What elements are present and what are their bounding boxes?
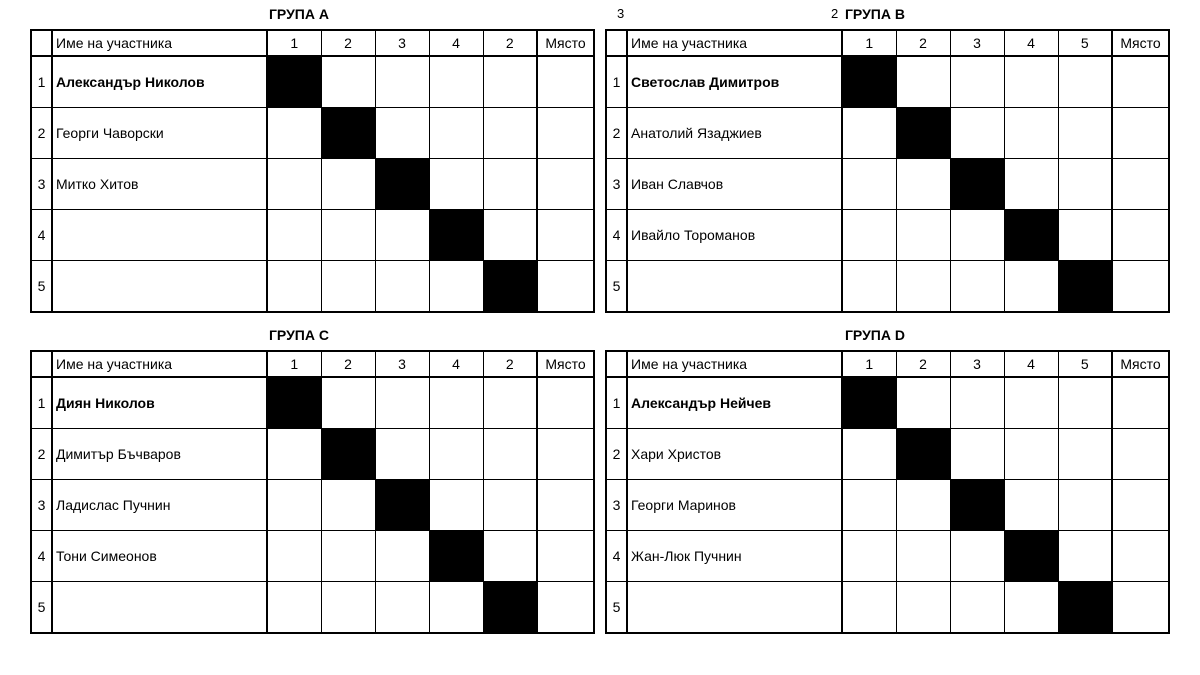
- player-number: 5: [606, 261, 627, 313]
- place-cell[interactable]: [1112, 261, 1169, 313]
- place-cell[interactable]: [1112, 56, 1169, 108]
- place-cell[interactable]: [1112, 159, 1169, 210]
- player-row: [31, 377, 594, 429]
- player-row: [31, 429, 594, 480]
- score-cell[interactable]: [950, 108, 1004, 159]
- header-opponent-4: 4: [429, 351, 483, 377]
- player-number: 3: [606, 159, 627, 210]
- score-cell[interactable]: [896, 480, 950, 531]
- self-match-cell: [896, 108, 950, 159]
- group-title: ГРУПА B: [845, 6, 905, 22]
- place-cell[interactable]: [537, 108, 594, 159]
- place-cell[interactable]: [1112, 429, 1169, 480]
- header-opponent-3: 3: [375, 30, 429, 56]
- standings-table: [30, 350, 595, 634]
- score-cell[interactable]: [1058, 480, 1112, 531]
- self-match-cell: [267, 56, 321, 108]
- score-cell[interactable]: [1058, 159, 1112, 210]
- player-name[interactable]: Митко Хитов: [52, 159, 267, 210]
- place-cell[interactable]: [537, 261, 594, 313]
- player-name[interactable]: Диян Николов: [52, 377, 267, 429]
- place-cell[interactable]: [537, 582, 594, 634]
- score-cell[interactable]: [375, 210, 429, 261]
- self-match-cell: [842, 377, 896, 429]
- player-number: 3: [606, 480, 627, 531]
- score-cell[interactable]: [483, 56, 537, 108]
- player-name[interactable]: Анатолий Язаджиев: [627, 108, 842, 159]
- player-name[interactable]: [627, 261, 842, 313]
- self-match-cell: [1058, 582, 1112, 634]
- header-opponent-5: 5: [1058, 30, 1112, 56]
- player-number: 1: [606, 56, 627, 108]
- header-opponent-1: 1: [842, 351, 896, 377]
- score-cell[interactable]: [842, 531, 896, 582]
- score-cell[interactable]: [267, 210, 321, 261]
- header-name: Име на участника: [627, 351, 842, 377]
- score-cell[interactable]: [429, 429, 483, 480]
- score-cell[interactable]: [267, 261, 321, 313]
- score-cell[interactable]: [1058, 531, 1112, 582]
- score-cell[interactable]: [375, 56, 429, 108]
- header-opponent-5: 2: [483, 30, 537, 56]
- score-cell[interactable]: [842, 261, 896, 313]
- header-opponent-2: 2: [321, 351, 375, 377]
- score-cell[interactable]: [1004, 159, 1058, 210]
- score-cell[interactable]: [1058, 377, 1112, 429]
- player-name[interactable]: Георги Маринов: [627, 480, 842, 531]
- header-corner: [31, 351, 52, 377]
- score-cell[interactable]: [375, 261, 429, 313]
- header-row: [31, 30, 594, 56]
- player-row: [606, 480, 1169, 531]
- player-row: [606, 429, 1169, 480]
- header-opponent-2: 2: [896, 351, 950, 377]
- score-cell[interactable]: [321, 56, 375, 108]
- header-opponent-5: 5: [1058, 351, 1112, 377]
- header-corner: [606, 30, 627, 56]
- player-row: [606, 531, 1169, 582]
- player-name[interactable]: Димитър Бъчваров: [52, 429, 267, 480]
- player-number: 2: [606, 108, 627, 159]
- place-cell[interactable]: [537, 429, 594, 480]
- score-cell[interactable]: [267, 108, 321, 159]
- header-opponent-4: 4: [429, 30, 483, 56]
- stray-note-right: 2: [831, 6, 839, 21]
- self-match-cell: [429, 210, 483, 261]
- header-row: [606, 351, 1169, 377]
- score-cell[interactable]: [483, 159, 537, 210]
- score-cell[interactable]: [896, 210, 950, 261]
- place-cell[interactable]: [537, 210, 594, 261]
- header-row: [31, 351, 594, 377]
- place-cell[interactable]: [1112, 582, 1169, 634]
- player-row: [606, 210, 1169, 261]
- header-opponent-2: 2: [321, 30, 375, 56]
- header-name: Име на участника: [627, 30, 842, 56]
- player-row: [606, 377, 1169, 429]
- player-name[interactable]: Иван Славчов: [627, 159, 842, 210]
- score-cell[interactable]: [950, 210, 1004, 261]
- player-name[interactable]: Хари Христов: [627, 429, 842, 480]
- score-cell[interactable]: [896, 261, 950, 313]
- player-name[interactable]: [627, 582, 842, 634]
- score-cell[interactable]: [321, 582, 375, 634]
- self-match-cell: [429, 531, 483, 582]
- player-row: [31, 210, 594, 261]
- score-cell[interactable]: [375, 582, 429, 634]
- score-cell[interactable]: [896, 531, 950, 582]
- score-cell[interactable]: [1004, 480, 1058, 531]
- self-match-cell: [375, 159, 429, 210]
- player-number: 2: [606, 429, 627, 480]
- player-number: 3: [31, 480, 52, 531]
- header-opponent-1: 1: [267, 351, 321, 377]
- score-cell[interactable]: [950, 429, 1004, 480]
- score-cell[interactable]: [267, 159, 321, 210]
- score-cell[interactable]: [1004, 261, 1058, 313]
- standings-table: [30, 29, 595, 313]
- self-match-cell: [483, 582, 537, 634]
- score-cell[interactable]: [483, 480, 537, 531]
- place-cell[interactable]: [537, 531, 594, 582]
- player-row: [31, 56, 594, 108]
- player-number: 5: [606, 582, 627, 634]
- player-row: [606, 582, 1169, 634]
- score-cell[interactable]: [429, 377, 483, 429]
- player-row: [606, 159, 1169, 210]
- score-cell[interactable]: [429, 480, 483, 531]
- player-row: [31, 159, 594, 210]
- score-cell[interactable]: [1004, 377, 1058, 429]
- score-cell[interactable]: [950, 531, 1004, 582]
- score-cell[interactable]: [896, 377, 950, 429]
- score-cell[interactable]: [950, 261, 1004, 313]
- player-number: 4: [31, 210, 52, 261]
- score-cell[interactable]: [1004, 582, 1058, 634]
- player-number: 5: [31, 582, 52, 634]
- score-cell[interactable]: [483, 429, 537, 480]
- score-cell[interactable]: [429, 159, 483, 210]
- score-cell[interactable]: [321, 261, 375, 313]
- player-number: 4: [606, 210, 627, 261]
- score-cell[interactable]: [842, 210, 896, 261]
- score-cell[interactable]: [1004, 108, 1058, 159]
- score-cell[interactable]: [321, 210, 375, 261]
- score-cell[interactable]: [1004, 429, 1058, 480]
- score-cell[interactable]: [267, 480, 321, 531]
- stray-note-left: 3: [617, 6, 625, 21]
- header-opponent-1: 1: [842, 30, 896, 56]
- score-cell[interactable]: [896, 582, 950, 634]
- player-row: [606, 261, 1169, 313]
- header-place: Място: [537, 30, 594, 56]
- self-match-cell: [1058, 261, 1112, 313]
- score-cell[interactable]: [842, 108, 896, 159]
- player-number: 5: [31, 261, 52, 313]
- group-title: ГРУПА C: [269, 327, 329, 343]
- score-cell[interactable]: [267, 582, 321, 634]
- score-cell[interactable]: [429, 56, 483, 108]
- player-name[interactable]: Александър Николов: [52, 56, 267, 108]
- header-corner: [31, 30, 52, 56]
- score-cell[interactable]: [950, 56, 1004, 108]
- player-row: [31, 261, 594, 313]
- self-match-cell: [321, 108, 375, 159]
- self-match-cell: [483, 261, 537, 313]
- header-name: Име на участника: [52, 351, 267, 377]
- score-cell[interactable]: [321, 531, 375, 582]
- score-cell[interactable]: [429, 261, 483, 313]
- score-cell[interactable]: [321, 377, 375, 429]
- header-place: Място: [1112, 30, 1169, 56]
- score-cell[interactable]: [267, 531, 321, 582]
- player-row: [31, 582, 594, 634]
- player-row: [606, 56, 1169, 108]
- header-opponent-2: 2: [896, 30, 950, 56]
- player-name[interactable]: [52, 261, 267, 313]
- score-cell[interactable]: [1058, 210, 1112, 261]
- player-row: [31, 531, 594, 582]
- header-row: [606, 30, 1169, 56]
- self-match-cell: [950, 480, 1004, 531]
- header-opponent-3: 3: [950, 30, 1004, 56]
- score-cell[interactable]: [1058, 56, 1112, 108]
- score-cell[interactable]: [375, 429, 429, 480]
- header-corner: [606, 351, 627, 377]
- score-cell[interactable]: [950, 377, 1004, 429]
- place-cell[interactable]: [1112, 377, 1169, 429]
- score-cell[interactable]: [375, 108, 429, 159]
- player-name[interactable]: Ивайло Тороманов: [627, 210, 842, 261]
- place-cell[interactable]: [1112, 108, 1169, 159]
- header-opponent-4: 4: [1004, 30, 1058, 56]
- score-cell[interactable]: [429, 108, 483, 159]
- player-number: 3: [31, 159, 52, 210]
- score-cell[interactable]: [1004, 56, 1058, 108]
- player-row: [606, 108, 1169, 159]
- score-cell[interactable]: [842, 429, 896, 480]
- player-number: 2: [31, 108, 52, 159]
- score-cell[interactable]: [375, 377, 429, 429]
- self-match-cell: [321, 429, 375, 480]
- score-cell[interactable]: [267, 429, 321, 480]
- player-name[interactable]: Тони Симеонов: [52, 531, 267, 582]
- score-cell[interactable]: [483, 377, 537, 429]
- score-cell[interactable]: [896, 159, 950, 210]
- header-name: Име на участника: [52, 30, 267, 56]
- place-cell[interactable]: [1112, 531, 1169, 582]
- player-row: [31, 480, 594, 531]
- player-name[interactable]: Ладислас Пучнин: [52, 480, 267, 531]
- header-place: Място: [1112, 351, 1169, 377]
- player-number: 2: [31, 429, 52, 480]
- header-opponent-3: 3: [950, 351, 1004, 377]
- player-name[interactable]: Светослав Димитров: [627, 56, 842, 108]
- score-cell[interactable]: [429, 582, 483, 634]
- score-cell[interactable]: [321, 480, 375, 531]
- score-cell[interactable]: [842, 582, 896, 634]
- self-match-cell: [267, 377, 321, 429]
- header-opponent-3: 3: [375, 351, 429, 377]
- header-opponent-4: 4: [1004, 351, 1058, 377]
- place-cell[interactable]: [537, 480, 594, 531]
- place-cell[interactable]: [537, 377, 594, 429]
- player-name[interactable]: [52, 582, 267, 634]
- self-match-cell: [896, 429, 950, 480]
- player-number: 4: [606, 531, 627, 582]
- score-cell[interactable]: [1058, 429, 1112, 480]
- header-opponent-1: 1: [267, 30, 321, 56]
- group-title: ГРУПА D: [845, 327, 905, 343]
- player-name[interactable]: Александър Нейчев: [627, 377, 842, 429]
- score-cell[interactable]: [1058, 108, 1112, 159]
- score-cell[interactable]: [375, 531, 429, 582]
- player-number: 4: [31, 531, 52, 582]
- score-cell[interactable]: [483, 210, 537, 261]
- score-cell[interactable]: [842, 480, 896, 531]
- score-cell[interactable]: [321, 159, 375, 210]
- self-match-cell: [1004, 531, 1058, 582]
- player-number: 1: [31, 377, 52, 429]
- place-cell[interactable]: [1112, 480, 1169, 531]
- player-number: 1: [31, 56, 52, 108]
- header-opponent-5: 2: [483, 351, 537, 377]
- self-match-cell: [842, 56, 896, 108]
- self-match-cell: [375, 480, 429, 531]
- player-row: [31, 108, 594, 159]
- self-match-cell: [1004, 210, 1058, 261]
- score-cell[interactable]: [483, 108, 537, 159]
- player-name[interactable]: Жан-Люк Пучнин: [627, 531, 842, 582]
- standings-table: [605, 29, 1170, 313]
- standings-table: [605, 350, 1170, 634]
- score-cell[interactable]: [896, 56, 950, 108]
- score-cell[interactable]: [842, 159, 896, 210]
- player-name[interactable]: Георги Чаворски: [52, 108, 267, 159]
- place-cell[interactable]: [537, 159, 594, 210]
- group-title: ГРУПА A: [269, 6, 329, 22]
- player-name[interactable]: [52, 210, 267, 261]
- score-cell[interactable]: [950, 582, 1004, 634]
- place-cell[interactable]: [537, 56, 594, 108]
- header-place: Място: [537, 351, 594, 377]
- place-cell[interactable]: [1112, 210, 1169, 261]
- score-cell[interactable]: [483, 531, 537, 582]
- self-match-cell: [950, 159, 1004, 210]
- player-number: 1: [606, 377, 627, 429]
